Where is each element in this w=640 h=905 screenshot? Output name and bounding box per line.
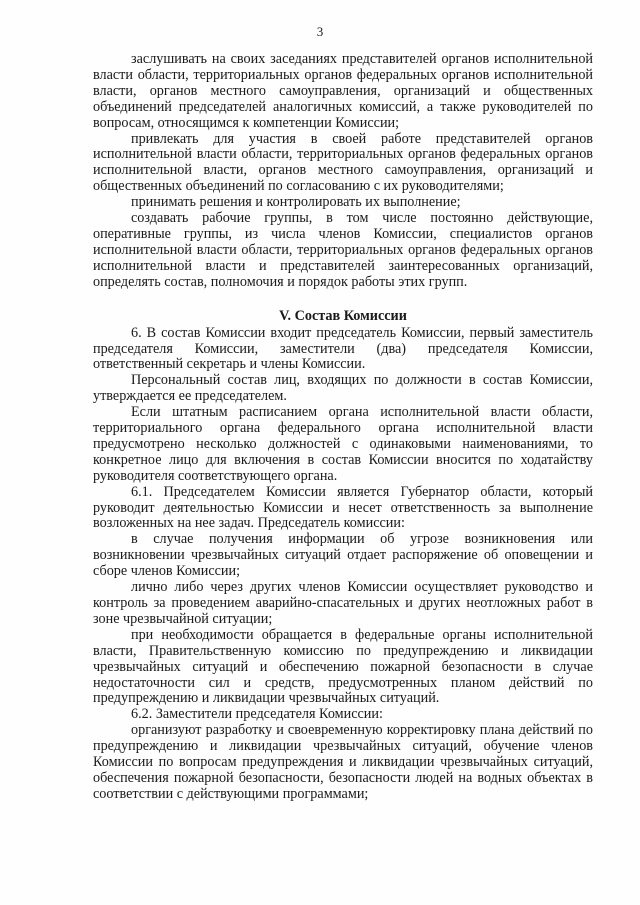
- paragraph: принимать решения и контролировать их выполнение;: [131, 194, 461, 211]
- paragraph: при необходимости обращается в федеральные органы исполнительной власти, Правительственную комиссию по предупреждению и ликвидации чрезвычайных ситуаций и обеспечению пожарной безопасности в случае недостаточности сил и средств, предусмотренных планом действий по предупреждению и ликвидации чрезвычайных ситуаций.: [93, 626, 593, 707]
- paragraph: Если штатным расписанием органа исполнительной власти области, территориального органа федерального органа исполнительной власти предусмотрено несколько должностей с одинаковыми наименованиями, то конкретное лицо для включения в состав Комиссии вносится по ходатайству руководителя соответствующего органа.: [93, 404, 593, 484]
- paragraph: заслушивать на своих заседаниях представителей органов исполнительной власти области, территориальных органов федеральных органов исполнительной власти, органов местного самоуправления, организаций и общественных объединений председателей аналогичных комиссий, а также руководителей по вопросам, относящимся к компетенции Комиссии;: [93, 51, 593, 131]
- document-body: [93, 52, 593, 803]
- paragraph: привлекать для участия в своей работе представителей органов исполнительной власти области, территориальных органов федеральных органов исполнительной власти, органов местного самоуправления, организаций и общественных объединений по согласованию с их руководителями;: [93, 130, 593, 195]
- page-number: 3: [316, 24, 324, 39]
- paragraph: 6. В состав Комиссии входит председатель Комиссии, первый заместитель председателя Комиссии, заместители (два) председателя Комиссии, ответственный секретарь и члены Комиссии.: [93, 324, 593, 373]
- paragraph: в случае получения информации об угрозе возникновения или возникновении чрезвычайных ситуаций отдает распоряжение об оповещении и сборе членов Комиссии;: [93, 531, 593, 580]
- paragraph: 6.2. Заместители председателя Комиссии:: [131, 706, 383, 723]
- paragraph: лично либо через других членов Комиссии осуществляет руководство и контроль за проведением аварийно-спасательных и других неотложных работ в зоне чрезвычайной ситуации;: [93, 579, 593, 627]
- paragraph: создавать рабочие группы, в том числе постоянно действующие, оперативные группы, из числа членов Комиссии, специалистов органов исполнительной власти области, территориальных органов федеральных органов исполнительной власти и представителей заинтересованных организаций, определять состав, полномочия и порядок работы этих групп.: [93, 210, 593, 290]
- section-heading: V. Состав Комиссии: [279, 307, 407, 324]
- paragraph: организуют разработку и своевременную корректировку плана действий по предупреждению и ликвидации чрезвычайных ситуаций, обучение членов Комиссии по вопросам предупреждения и ликвидации чрезвычайных ситуаций, обеспечения пожарной безопасности, безопасности людей на водных объектах в соответствии с действующими программами;: [93, 722, 593, 802]
- paragraph: Персональный состав лиц, входящих по должности в состав Комиссии, утверждается ее председателем.: [93, 372, 593, 405]
- paragraph: 6.1. Председателем Комиссии является Губернатор области, который руководит деятельностью Комиссии и несет ответственность за выполнение возложенных на нее задач. Председатель комиссии:: [93, 483, 593, 532]
